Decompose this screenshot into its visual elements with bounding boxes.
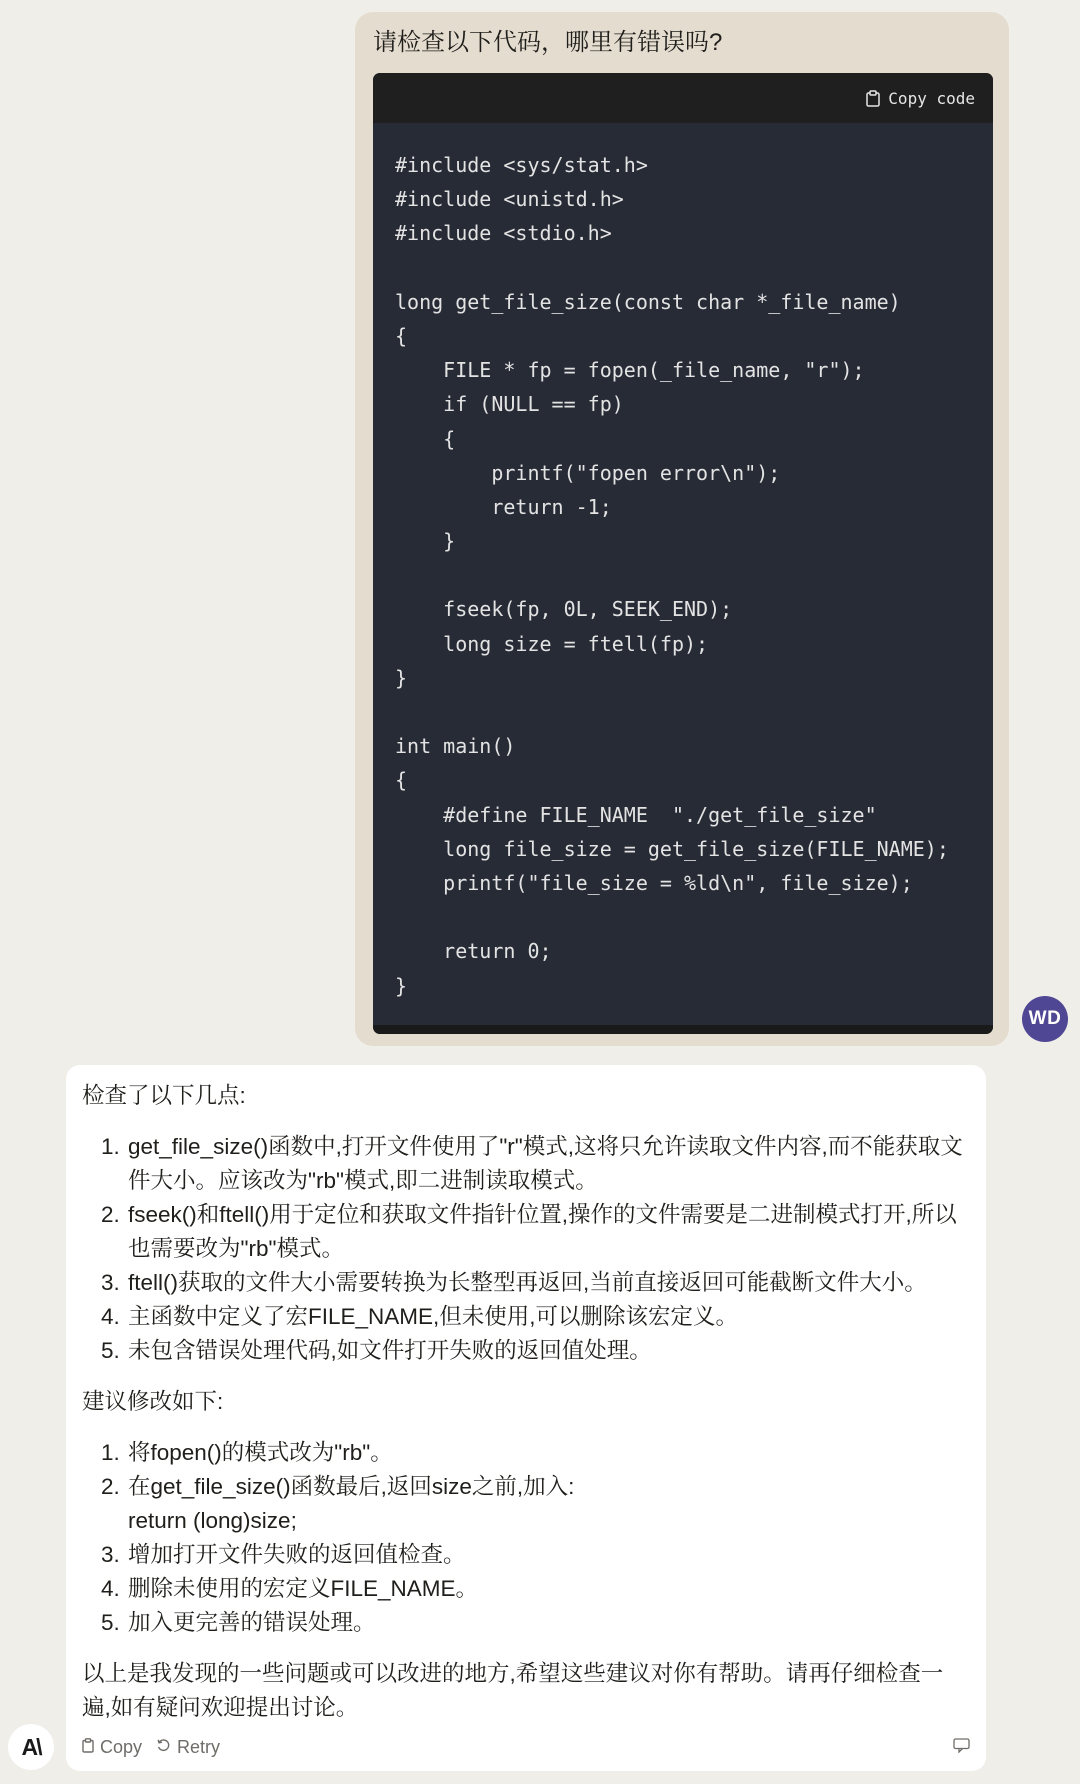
code-line: long size = ftell(fp);: [395, 631, 709, 656]
list-item: 1. 将fopen()的模式改为"rb"。: [126, 1436, 970, 1470]
code-line: }: [395, 665, 408, 690]
code-line: long get_file_size(const char *_file_name): [395, 289, 901, 314]
list-item: 1. get_file_size()函数中,打开文件使用了"r"模式,这将只允许读取文件内容,而不能获取文件大小。应该改为"rb"模式,即二进制读取模式。: [126, 1130, 970, 1198]
assistant-intro: 检查了以下几点:: [82, 1083, 246, 1108]
list-item: 2. fseek()和ftell()用于定位和获取文件指针位置,操作的文件需要是二进制模式打开,所以也需要改为"rb"模式。: [126, 1198, 970, 1266]
inline-code-snippet: return (long)size;: [128, 1508, 297, 1533]
copy-code-button[interactable]: [866, 89, 975, 108]
retry-label: Retry: [177, 1737, 221, 1757]
retry-icon: [156, 1730, 171, 1764]
list-item: 3. ftell()获取的文件大小需要转换为长整型再返回,当前直接返回可能截断文件大小。: [126, 1266, 970, 1300]
copy-code-label: Copy code: [888, 88, 975, 108]
code-line: return 0;: [395, 939, 552, 964]
code-block: [373, 73, 993, 1034]
feedback-button[interactable]: [953, 1730, 970, 1764]
code-line: long file_size = get_file_size(FILE_NAME);: [395, 836, 949, 861]
code-line: fseek(fp, 0L, SEEK_END);: [395, 597, 733, 622]
code-line: {: [395, 323, 408, 348]
assistant-message-card: [66, 1065, 986, 1771]
code-line: #include <unistd.h>: [395, 187, 624, 212]
code-line: }: [395, 973, 408, 998]
code-line: #include <sys/stat.h>: [395, 153, 648, 177]
code-line: {: [395, 426, 456, 451]
retry-button[interactable]: [156, 1730, 220, 1764]
code-line: if (NULL == fp): [395, 392, 624, 417]
code-line: [395, 695, 971, 729]
list-item: [126, 1470, 970, 1538]
thumbs-down-icon: [953, 1730, 970, 1764]
code-line: [395, 558, 971, 592]
assistant-conclusion: 以上是我发现的一些问题或可以改进的地方,希望这些建议对你有帮助。请再仔细检查一遍,如有疑问欢迎提出讨论。: [82, 1661, 944, 1720]
clipboard-icon: [866, 90, 880, 107]
message-actions: [82, 1732, 970, 1762]
code-line: int main(): [395, 734, 516, 759]
list-item: 4. 删除未使用的宏定义FILE_NAME。: [126, 1572, 970, 1606]
code-line: printf("file_size = %ld\n", file_size);: [395, 870, 913, 895]
list-item: 3. 增加打开文件失败的返回值检查。: [126, 1538, 970, 1572]
assistant-avatar-logo: A\: [8, 1724, 54, 1770]
copy-button[interactable]: [82, 1730, 142, 1764]
code-line: {: [395, 768, 408, 793]
issues-list: [82, 1130, 970, 1368]
code-line: return -1;: [395, 494, 612, 519]
code-line: printf("fopen error\n");: [395, 460, 781, 485]
code-line: FILE * fp = fopen(_file_name, "r");: [395, 358, 865, 383]
code-line: #define FILE_NAME "./get_file_size": [395, 802, 877, 827]
user-message-text: 请检查以下代码，哪里有错误吗?: [373, 29, 723, 56]
code-content: [373, 123, 993, 1003]
clipboard-icon: [82, 1730, 94, 1764]
list-item: 5. 加入更完善的错误处理。: [126, 1606, 970, 1640]
suggest-heading: 建议修改如下:: [82, 1389, 224, 1414]
user-message-bubble: [355, 12, 1009, 1046]
code-block-header: [373, 73, 993, 123]
code-line: #include <stdio.h>: [395, 221, 612, 246]
list-item: 4. 主函数中定义了宏FILE_NAME,但未使用,可以删除该宏定义。: [126, 1300, 970, 1334]
copy-label: Copy: [100, 1737, 143, 1757]
code-line: }: [395, 529, 456, 554]
list-item-text: 在get_file_size()函数最后,返回size之前,加入:: [128, 1474, 575, 1499]
list-item: 5. 未包含错误处理代码,如文件打开失败的返回值处理。: [126, 1334, 970, 1368]
code-line: [395, 251, 971, 285]
suggestions-list: [82, 1436, 970, 1640]
code-block-scrollbar[interactable]: [373, 1025, 993, 1034]
user-avatar: WD: [1022, 996, 1068, 1042]
code-line: [395, 900, 971, 934]
